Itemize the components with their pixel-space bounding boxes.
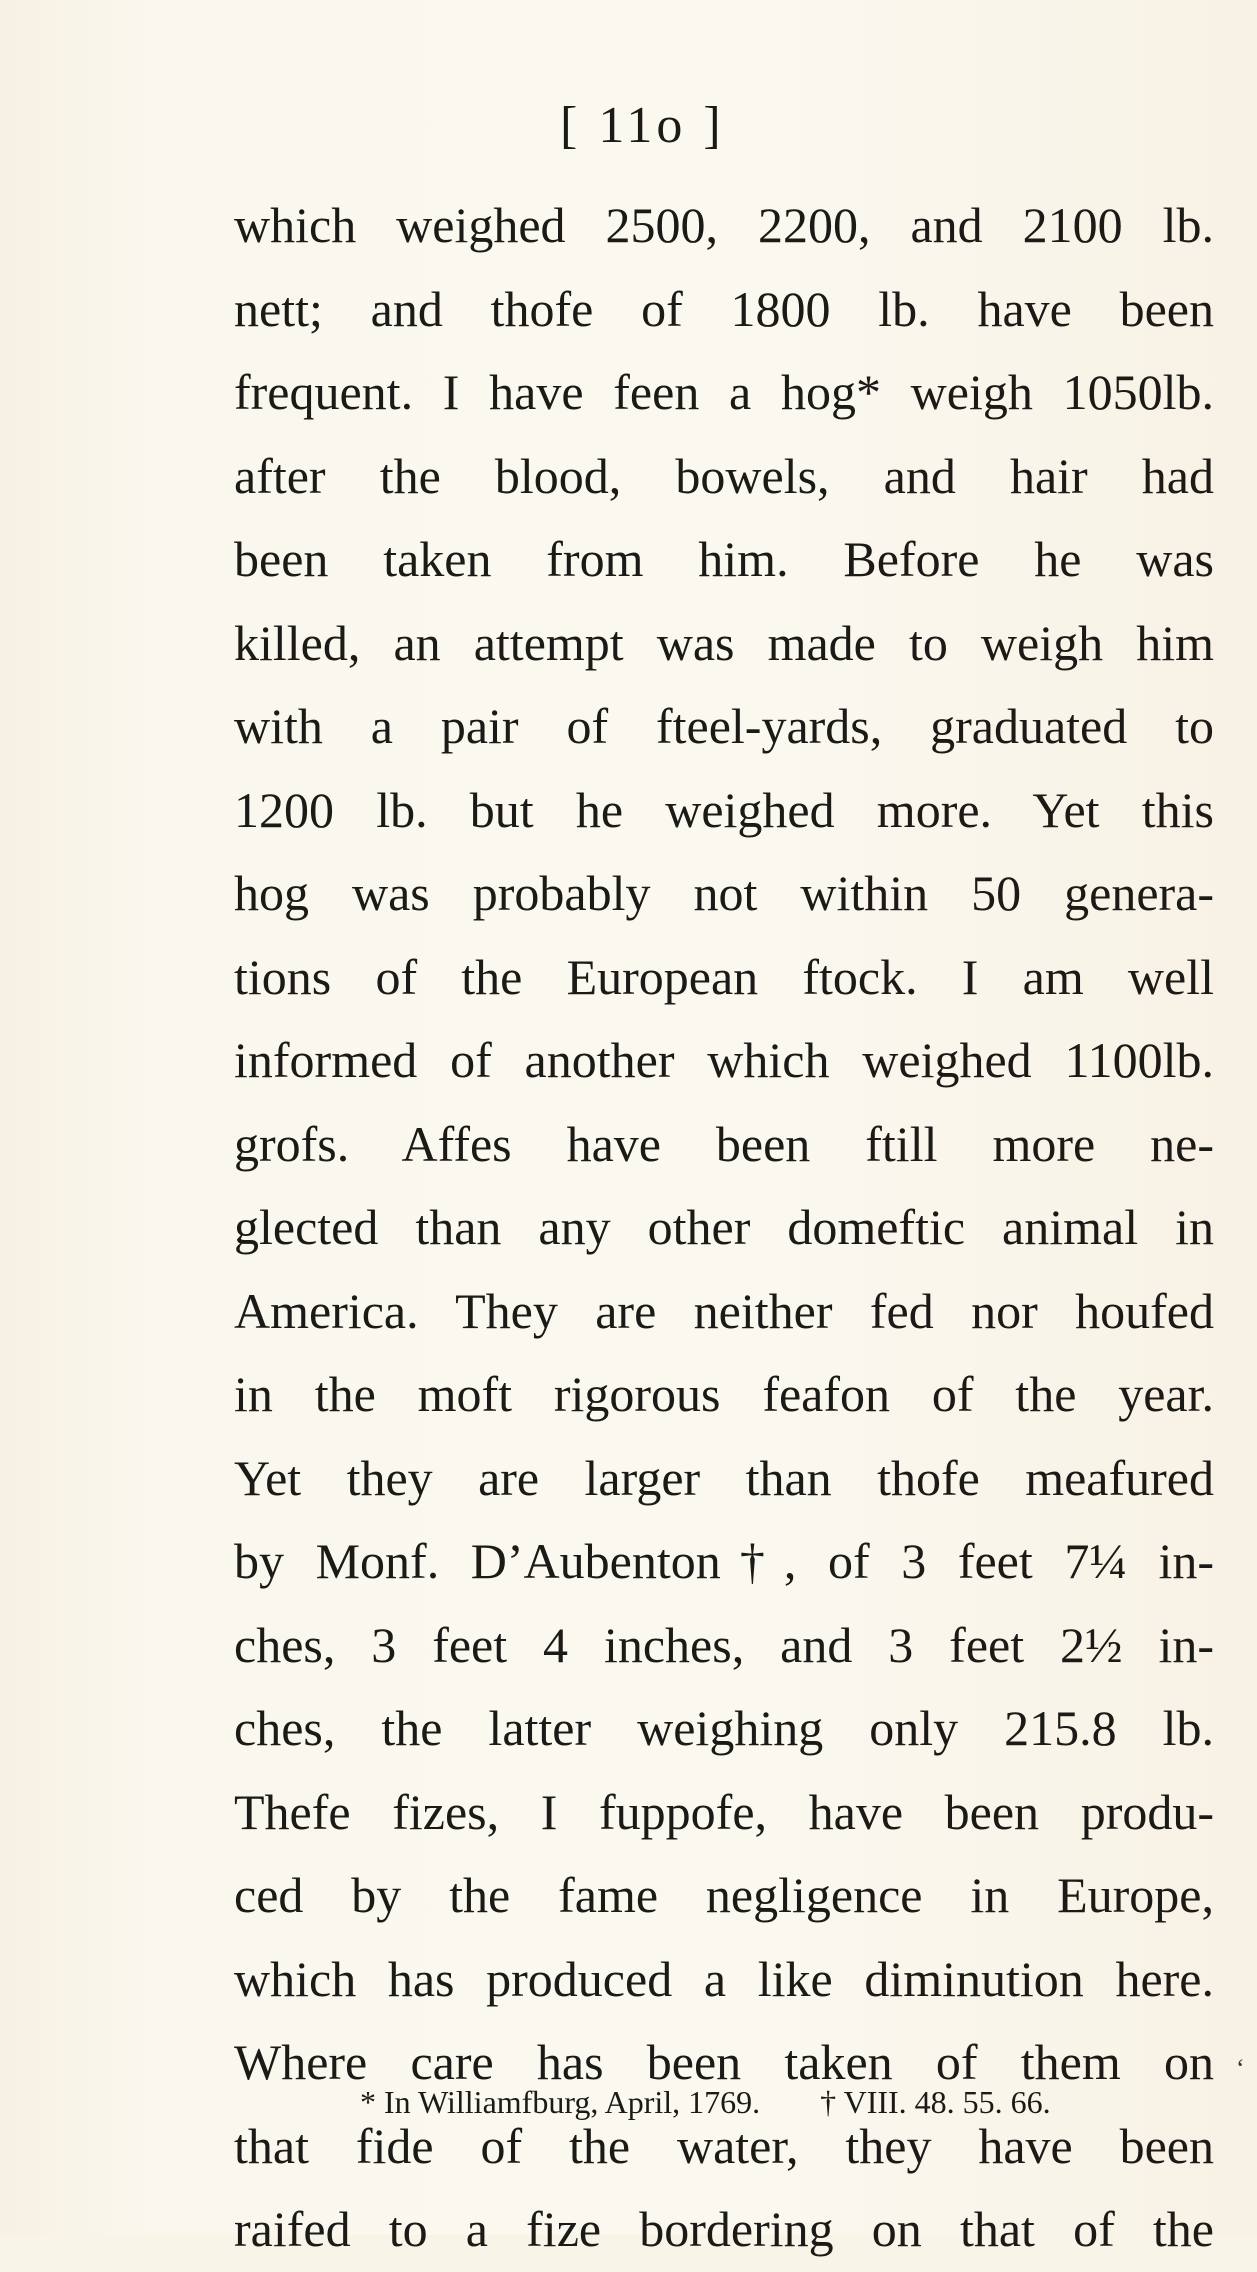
text-line: America. They are neither fed nor houfed — [234, 1282, 1214, 1339]
text-line: after the blood, bowels, and hair had — [234, 447, 1214, 504]
text-line: killed, an attempt was made to weigh him — [234, 614, 1214, 671]
text-line: glected than any other domeftic animal in — [234, 1199, 1214, 1255]
footnotes — [328, 2042, 1208, 2162]
edge-mark: ‘ — [1236, 2054, 1245, 2083]
page-number: [ 11o ] — [560, 97, 725, 154]
text-line: ches, 3 feet 4 inches, and 3 feet 2½ in- — [234, 1616, 1214, 1673]
text-line: frequent. I have feen a hog* weigh 1050lb. — [234, 364, 1214, 420]
text-line: which weighed 2500, 2200, and 2100 lb. — [234, 197, 1214, 253]
text-line: informed of another which weighed 1100lb. — [234, 1032, 1214, 1088]
text-line: 1200 lb. but he weighed more. Yet this — [234, 781, 1214, 838]
body-text — [234, 184, 1214, 2272]
text-line: raifed to a fize bordering on that of the — [234, 2201, 1214, 2257]
text-line: nett; and thofe of 1800 lb. have been — [234, 280, 1214, 337]
text-line: tions of the European ftock. I am well — [234, 948, 1214, 1005]
footnote-reference: † VIII. 48. 55. 66. — [820, 2084, 1051, 2120]
text-line: Yet they are larger than thofe meafured — [234, 1449, 1214, 1506]
text-line: Thefe fizes, I fuppofe, have been produ- — [234, 1783, 1214, 1840]
text-line: that fide of the water, they have been — [234, 2117, 1214, 2174]
text-line: by Monf. D’Aubenton†, of 3 feet 7¼ in- — [234, 1533, 1214, 1589]
text-line: ches, the latter weighing only 215.8 lb. — [234, 1700, 1214, 1756]
text-line: with a pair of fteel-yards, graduated to — [234, 698, 1214, 754]
text-line: in the moft rigorous feafon of the year. — [234, 1366, 1214, 1422]
text-line: Where care has been taken of them on — [234, 2034, 1214, 2090]
text-line: been taken from him. Before he was — [234, 531, 1214, 587]
text-line: which has produced a like diminution here. — [234, 1950, 1214, 2007]
footnote-williamsburg: * In Williamfburg, April, 1769. — [360, 2084, 761, 2120]
text-line: grofs. Affes have been ftill more ne- — [234, 1115, 1214, 1172]
text-line: hog was probably not within 50 genera- — [234, 865, 1214, 921]
text-line: ced by the fame negligence in Europe, — [234, 1867, 1214, 1923]
